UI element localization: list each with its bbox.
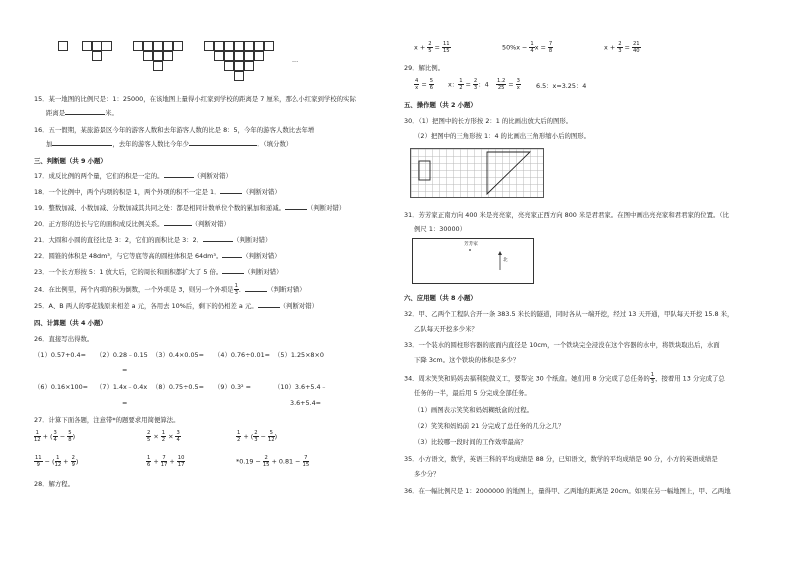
q21 xyxy=(34,236,271,244)
q27-expr-2: $\frac{2}{5}$ × $\frac{1}{2}$ × $\frac{3}{4}$ xyxy=(147,430,180,443)
q23 xyxy=(34,268,283,276)
q24-text: 24．在比例里，两个内项的积为倒数，一个外项是 3，则另一个外项是 xyxy=(34,285,234,294)
q26-item-4: （4）0.76÷0.01= xyxy=(214,351,271,359)
figure-square xyxy=(224,51,234,61)
section-3-heading: 三、判断题（共 9 小题） xyxy=(34,157,107,165)
section-5-heading: 五、操作题（共 2 小题） xyxy=(404,101,477,109)
q32-line1: 32．甲、乙两个工程队合开一条 383.5 米长的隧道，同时各从一端开挖，经过 13 天开通，甲队每天开挖 15.8 米， xyxy=(404,310,734,318)
q24: 24．在比例里，两个内项的积为倒数，一个外项是 3，则另一个外项是 $\frac{1}{3}$ ． （判断对错） xyxy=(34,283,306,296)
q24-judge: （判断对错） xyxy=(267,285,306,294)
q26-item-5: （5）1.25×8×0 xyxy=(274,351,324,359)
q15-line2 xyxy=(46,109,118,117)
q34-fraction: $\frac{1}{3}$ xyxy=(650,372,655,385)
q23-judge: （判断对错） xyxy=(244,268,283,276)
q19-blank[interactable] xyxy=(285,209,307,210)
q22-judge: （判断对错） xyxy=(242,252,281,260)
q18-blank[interactable] xyxy=(220,193,242,194)
figure-square xyxy=(254,51,264,61)
q34-text-a: 34．周末笑笑和妈妈去福利院做义工，要帮完 30 个纸盒。她们用 8 分完成了总任务的 xyxy=(404,374,650,383)
q18-text: 18．一个比例中，两个内项的积是 1，两个外项的积不一定是 1． xyxy=(34,188,221,196)
q26-item-1: （1）0.57+0.4= xyxy=(34,351,86,359)
figure-square xyxy=(264,41,274,51)
q31-line2: 例尺 1：30000） xyxy=(414,225,466,233)
figure-square xyxy=(204,41,214,51)
q26-item-10b: 3.6+5.4= xyxy=(290,399,322,407)
q25 xyxy=(34,302,318,310)
q27-expr-5: $\frac{1}{6}$ + $\frac{7}{17}$ + $\frac{10}{17}$ xyxy=(147,455,185,468)
q23-blank[interactable] xyxy=(222,273,244,274)
q26-item-2: （2）0.28﹣0.15 xyxy=(96,351,148,359)
q34-sub2: （2）笑笑和妈妈前 21 分完成了总任务的几分之几？ xyxy=(414,422,565,430)
grid-shapes xyxy=(410,148,544,198)
q26-eq-b: = xyxy=(122,399,128,407)
figure-square xyxy=(254,41,264,51)
q16-answer-blank-1[interactable] xyxy=(52,145,112,146)
eq-3: x + $\frac{2}{3}$ = $\frac{21}{40}$ xyxy=(604,41,640,54)
eq-2: 50%x − $\frac{1}{4}$ x = $\frac{7}{8}$ xyxy=(502,41,553,54)
q17-text: 17．成反比例的两个量，它们的积是一定的。 xyxy=(34,172,164,180)
figure-square xyxy=(173,41,183,51)
q35-line2: 多少分？ xyxy=(414,470,440,478)
q23-text: 23．一个长方形按 5：1 放大后，它的周长和面积都扩大了 5 倍。 xyxy=(34,268,223,276)
q15-answer-blank[interactable] xyxy=(65,114,105,115)
q31-line1: 31．芳芳家正南方向 400 米是亮亮家，亮亮家正西方向 800 米是君君家。在图中画出亮亮家和君君家的位置。（比 xyxy=(404,211,730,219)
q26-item-7: （7）1.4x﹣0.4x xyxy=(96,383,148,391)
q19-text: 19．整数加减、小数加减、分数加减其共同之处：都是相同计数单位个数的累加和递减。 xyxy=(34,204,285,212)
q15-unit: 米。 xyxy=(105,109,118,117)
q27-expr-1: $\frac{1}{12}$ + ( $\frac{3}{4}$ − $\frac{5}{8}$ ) xyxy=(34,430,76,443)
figure-square xyxy=(214,41,224,51)
q27-title: 27．计算下面各题，注意带*的题要求用简便算法。 xyxy=(34,416,180,424)
q25-judge: （判断对错） xyxy=(279,302,319,310)
q26-item-10: （10）3.6+5.4﹣ xyxy=(274,383,327,391)
q17 xyxy=(34,172,232,180)
q20 xyxy=(34,220,230,228)
q19-judge: （判断对错） xyxy=(306,204,346,212)
figure-square xyxy=(244,51,254,61)
q15-line1: 15．某一地图的比例尺是：1：25000，在该地图上量得小红家到学校的距离是 7 厘米，那么小红家到学校的实际 xyxy=(34,95,356,103)
q15-text: 距离是 xyxy=(46,109,66,117)
eq-1: x + $\frac{2}{5}$ = $\frac{11}{15}$ xyxy=(414,41,450,54)
q16-text-c: ．（填分数） xyxy=(257,140,293,148)
map-home-label: 芳芳家 xyxy=(464,242,478,247)
section-4-heading: 四、计算题（共 4 小题） xyxy=(34,319,107,327)
q19 xyxy=(34,204,345,212)
figure-square xyxy=(234,61,244,71)
figure-square xyxy=(163,41,173,51)
figure-square xyxy=(244,61,254,71)
q26-eq-a: = xyxy=(122,366,128,374)
q21-text: 21．大圆和小圆的直径比是 3：2，它们的面积比是 3：2． xyxy=(34,236,204,244)
q20-text: 20．正方形的边长与它的面积成反比例关系。 xyxy=(34,220,164,228)
q26-item-8: （8）0.75÷0.5= xyxy=(152,383,204,391)
north-label: 北 xyxy=(503,258,508,263)
q30-part2: （2）把图中的三角形按 1：4 的比画出三角形缩小后的图形。 xyxy=(414,132,591,140)
q36-line1: 36．在一幅比例尺是 1：2000000 的地图上，量得甲、乙两地的距离是 20cm。如果在另一幅地图上，甲、乙两地 xyxy=(404,487,731,495)
q34-sub1: （1）画图表示笑笑和妈妈糊纸盒的过程。 xyxy=(414,406,534,414)
q34-line1 xyxy=(404,372,725,385)
right-column xyxy=(400,0,794,561)
figure-square xyxy=(234,71,244,81)
q25-text: 25．A、B 两人的零花钱原来相差 a 元，各用去 10%后，剩下的仍相差 a 元。 xyxy=(34,302,258,310)
home-dot xyxy=(468,248,472,252)
q18 xyxy=(34,188,281,196)
q27-expr-3: $\frac{1}{2}$ + ( $\frac{2}{3}$ − $\frac{5}{12}$ ) xyxy=(237,430,278,443)
q26-item-9: （9）0.3² = xyxy=(214,383,251,391)
q34-text-b: ，接着用 13 分完成了总 xyxy=(655,374,725,383)
q22 xyxy=(34,252,281,260)
q21-judge: （判断对错） xyxy=(233,236,272,244)
q16-answer-blank-2[interactable] xyxy=(189,145,257,146)
q25-blank[interactable] xyxy=(258,307,280,308)
figure-square xyxy=(234,51,244,61)
ellipsis: ... xyxy=(292,56,299,64)
figure-square xyxy=(143,51,153,61)
q33-line2: 下降 3cm。这个铁块的体积是多少？ xyxy=(414,356,520,364)
q29-item-2: x： $\frac{1}{2}$ = $\frac{2}{3}$ ：4 xyxy=(448,78,489,91)
q26-item-3: （3）0.4×0.05= xyxy=(152,351,204,359)
q18-judge: （判断对错） xyxy=(242,188,281,196)
q24-blank[interactable] xyxy=(245,291,267,292)
figure-square xyxy=(163,51,173,61)
q20-blank[interactable] xyxy=(164,225,192,226)
q26-item-6: （6）0.16×100= xyxy=(34,383,88,391)
q32-line2: 乙队每天开挖多少米？ xyxy=(414,325,478,333)
q20-judge: （判断对错） xyxy=(191,220,230,228)
q34-line2: 任务的一半，最后用 5 分完成全部任务。 xyxy=(414,389,531,397)
q22-text: 22．圆锥的体积是 48dm³，与它等底等高的圆柱体积是 64dm³。 xyxy=(34,252,223,260)
q27-expr-6: *0.19 − $\frac{2}{15}$ + 0.81 − $\frac{7}{15}$ xyxy=(236,455,310,468)
figure-square xyxy=(153,61,163,71)
figure-square xyxy=(224,41,234,51)
q29-item-3: $\frac{1.2}{25}$ = $\frac{3}{x}$ xyxy=(497,78,520,91)
q22-blank[interactable] xyxy=(222,257,242,258)
section-6-heading: 六、应用题（共 8 小题） xyxy=(404,294,477,302)
q27-expr-4: $\frac{11}{9}$ − ( $\frac{1}{12}$ + $\frac{2}{9}$ ) xyxy=(35,455,79,468)
q16-line1: 16．五一假期，某旅游景区今年的游客人数和去年游客人数的比是 8：5，今年的游客人数比去年增 xyxy=(34,126,315,134)
q34-sub3: （3）比较哪一段时间的工作效率最高？ xyxy=(414,438,527,446)
q21-blank[interactable] xyxy=(203,241,233,242)
q17-judge: （判断对错） xyxy=(193,172,232,180)
figure-square xyxy=(224,61,234,71)
q35-line1: 35．小方语文，数学，英语三科的平均成绩是 88 分，已知语文，数学的平均成绩是 90 分，小方的英语成绩是 xyxy=(404,455,718,463)
q29-title: 29．解比例。 xyxy=(404,64,445,72)
grid-triangle xyxy=(487,152,530,194)
figure-square xyxy=(153,41,163,51)
figure-square xyxy=(143,41,153,51)
q29-item-1: $\frac{4}{x}$ = $\frac{5}{6}$ xyxy=(415,78,434,91)
grid-rectangle xyxy=(419,161,430,180)
q26-title: 26．直接写出得数。 xyxy=(34,335,94,343)
q17-blank[interactable] xyxy=(164,177,194,178)
q33-line1: 33．一个装水的圆柱形容器的底面内直径是 10cm，一个铁块完全浸没在这个容器的水中，将铁块取出后，水面 xyxy=(404,341,720,349)
figure-square xyxy=(234,41,244,51)
q16-line2 xyxy=(46,140,292,148)
figure-square xyxy=(214,51,224,61)
figure-square xyxy=(244,41,254,51)
figure-square xyxy=(133,41,143,51)
q28-title: 28．解方程。 xyxy=(34,480,75,488)
q16-text-a: 加 xyxy=(46,140,53,148)
q24-fraction: $\frac{1}{3}$ xyxy=(234,283,238,296)
figure-square xyxy=(153,51,163,61)
q30-part1: 30．（1）把图中的长方形按 2：1 的比画出放大后的图形。 xyxy=(404,117,573,125)
q16-text-b: ，去年的游客人数比今年少 xyxy=(112,140,190,148)
q29-item-4: 6.5：x=3.25：4 xyxy=(536,82,587,90)
